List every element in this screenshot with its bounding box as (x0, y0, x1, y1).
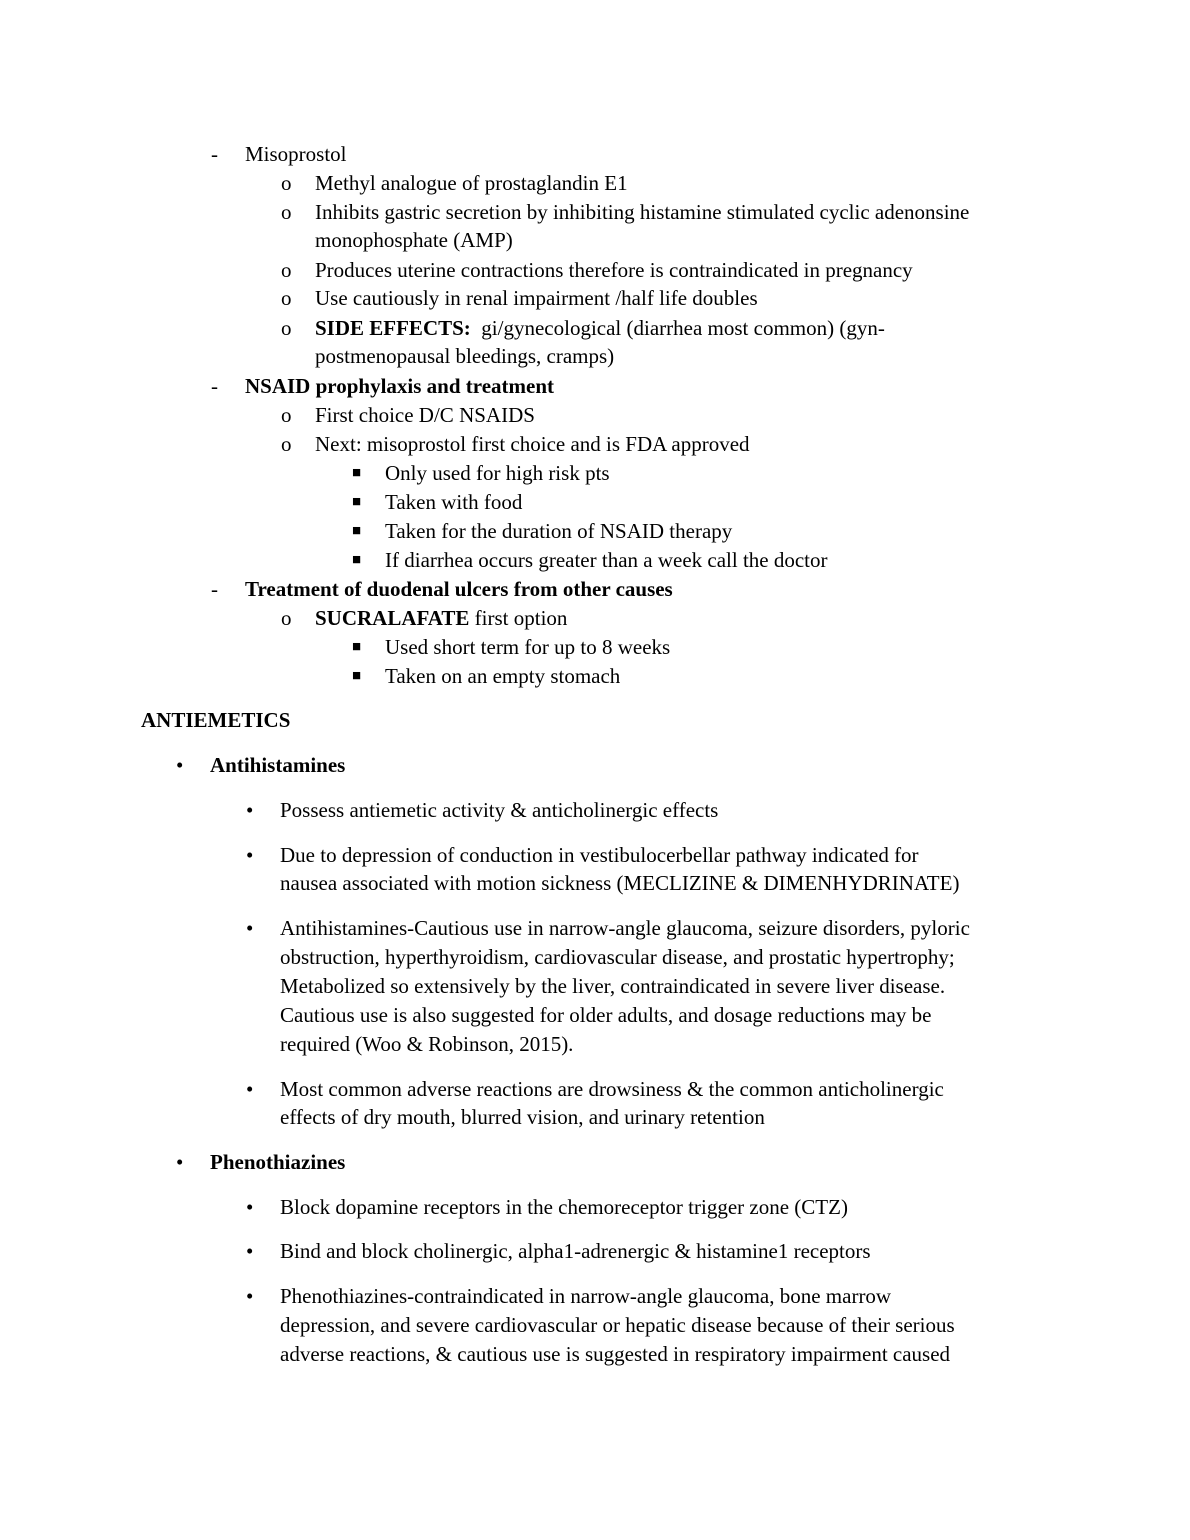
list-item-continuation: obstruction, hyperthyroidism, cardiovascular disease, and prostatic hypertrophy; (280, 945, 955, 969)
side-effects-item (315, 314, 885, 343)
list-item: Methyl analogue of prostaglandin E1 (315, 171, 628, 195)
list-item: If diarrhea occurs greater than a week call the doctor (385, 548, 828, 572)
list-item: Block dopamine receptors in the chemoreceptor trigger zone (CTZ) (280, 1195, 848, 1219)
circle-bullet: o (281, 403, 292, 427)
round-bullet: • (246, 1077, 254, 1101)
nsaid-title: NSAID prophylaxis and treatment (245, 374, 555, 398)
list-item: Produces uterine contractions therefore is contraindicated in pregnancy (315, 258, 913, 282)
list-item: Inhibits gastric secretion by inhibiting histamine stimulated cyclic adenonsine (315, 200, 970, 224)
circle-bullet: o (281, 316, 292, 340)
square-bullet: ■ (352, 494, 362, 510)
dash-bullet: - (211, 374, 218, 398)
dash-bullet: - (211, 577, 218, 601)
square-bullet: ■ (352, 639, 362, 655)
round-bullet: • (246, 916, 254, 940)
list-item-continuation: depression, and severe cardiovascular or hepatic disease because of their serious (280, 1313, 955, 1337)
square-bullet: ■ (352, 668, 362, 684)
sucralafate-text: first option (469, 606, 568, 630)
list-item: Next: misoprostol first choice and is FDA approved (315, 432, 750, 456)
round-bullet: • (246, 1284, 254, 1308)
round-bullet: • (246, 798, 254, 822)
list-item: Taken with food (385, 490, 523, 514)
round-bullet: • (176, 1150, 184, 1174)
list-item: Only used for high risk pts (385, 461, 610, 485)
list-item: Bind and block cholinergic, alpha1-adrenergic & histamine1 receptors (280, 1239, 871, 1263)
list-item-continuation: nausea associated with motion sickness (MECLIZINE & DIMENHYDRINATE) (280, 871, 960, 895)
list-item-continuation: adverse reactions, & cautious use is suggested in respiratory impairment caused (280, 1342, 951, 1366)
list-item-continuation: Cautious use is also suggested for older adults, and dosage reductions may be (280, 1003, 932, 1027)
antihistamines-title: Antihistamines (210, 753, 346, 777)
circle-bullet: o (281, 200, 292, 224)
misoprostol-title: Misoprostol (245, 142, 347, 166)
list-item: Used short term for up to 8 weeks (385, 635, 671, 659)
circle-bullet: o (281, 286, 292, 310)
round-bullet: • (246, 1195, 254, 1219)
circle-bullet: o (281, 258, 292, 282)
list-item-continuation: postmenopausal bleedings, cramps) (315, 344, 615, 368)
circle-bullet: o (281, 606, 292, 630)
round-bullet: • (246, 1239, 254, 1263)
list-item: Taken for the duration of NSAID therapy (385, 519, 733, 543)
list-item: Antihistamines-Cautious use in narrow-angle glaucoma, seizure disorders, pyloric (280, 916, 970, 940)
round-bullet: • (246, 843, 254, 867)
list-item-continuation: required (Woo & Robinson, 2015). (280, 1032, 574, 1056)
dash-bullet: - (211, 142, 218, 166)
round-bullet: • (176, 753, 184, 777)
list-item-continuation: Metabolized so extensively by the liver, contraindicated in severe liver disease. (280, 974, 946, 998)
square-bullet: ■ (352, 552, 362, 568)
side-effects-text: gi/gynecological (diarrhea most common) (gyn- (481, 316, 885, 340)
list-item: Most common adverse reactions are drowsiness & the common anticholinergic (280, 1077, 944, 1101)
phenothiazines-title: Phenothiazines (210, 1150, 346, 1174)
list-item: Taken on an empty stomach (385, 664, 621, 688)
section-heading: ANTIEMETICS (141, 708, 291, 732)
square-bullet: ■ (352, 523, 362, 539)
list-item: Use cautiously in renal impairment /half life doubles (315, 286, 758, 310)
side-effects-label: SIDE EFFECTS: (315, 316, 471, 340)
list-item-continuation: monophosphate (AMP) (315, 228, 513, 252)
list-item: First choice D/C NSAIDS (315, 403, 535, 427)
circle-bullet: o (281, 432, 292, 456)
sucralafate-item (315, 604, 567, 633)
duodenal-title: Treatment of duodenal ulcers from other causes (245, 577, 673, 601)
list-item: Possess antiemetic activity & anticholinergic effects (280, 798, 719, 822)
list-item-continuation: effects of dry mouth, blurred vision, and urinary retention (280, 1105, 765, 1129)
sucralafate-label: SUCRALAFATE (315, 606, 470, 630)
list-item: Due to depression of conduction in vestibulocerbellar pathway indicated for (280, 843, 919, 867)
circle-bullet: o (281, 171, 292, 195)
square-bullet: ■ (352, 465, 362, 481)
list-item: Phenothiazines-contraindicated in narrow-angle glaucoma, bone marrow (280, 1284, 892, 1308)
